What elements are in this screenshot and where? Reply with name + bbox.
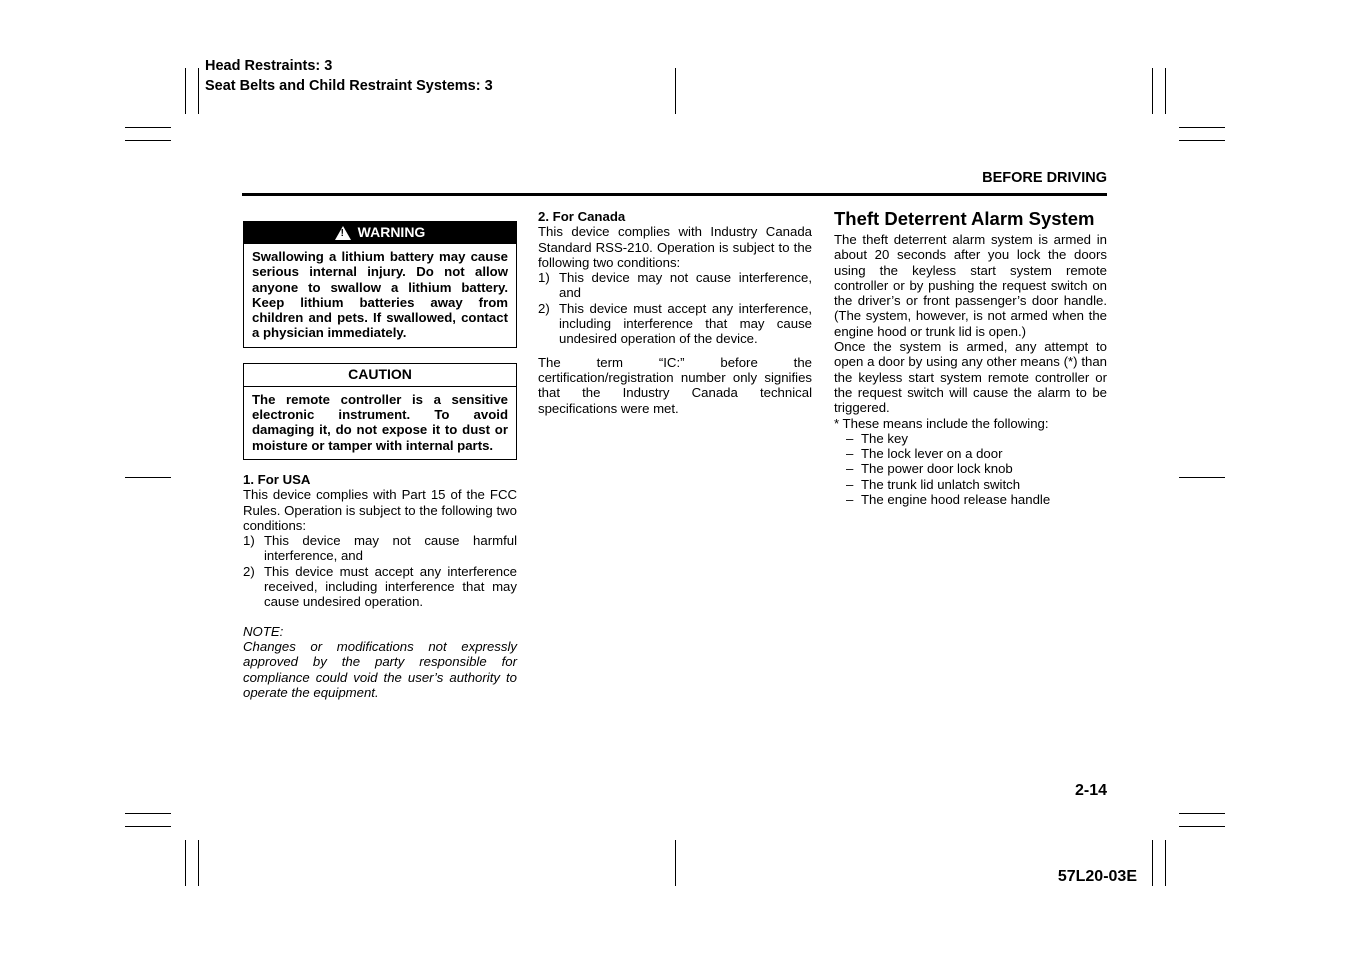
list-number: 2) — [538, 300, 550, 316]
crop-mark — [198, 68, 199, 114]
crop-mark — [125, 826, 171, 827]
theft-paragraph-1: The theft deterrent alarm system is armed in about 20 seconds after you lock the doors using the keyless start system remote controller or by pushing the request switch on the driver’s or front passenger’s door handle. (The system, however, is not armed when the engine hood or trunk lid is open.) — [834, 232, 1107, 339]
list-item — [243, 533, 517, 564]
usa-heading: 1. For USA — [243, 471, 311, 487]
header-line-2: Seat Belts and Child Restraint Systems: 3 — [205, 78, 493, 94]
warning-triangle-icon: ! — [335, 226, 351, 240]
theft-title: Theft Deterrent Alarm System — [834, 208, 1095, 229]
list-text: The engine hood release handle — [861, 492, 1051, 508]
warning-header — [244, 222, 516, 244]
list-item — [538, 270, 812, 301]
list-number: 2) — [243, 563, 255, 579]
dash-bullet: – — [846, 492, 854, 508]
crop-mark — [675, 840, 676, 886]
list-text: This device must accept any interference, including interference that may cause undesired operation of the device. — [559, 300, 812, 347]
means-intro: * These means include the following: — [834, 415, 1049, 431]
crop-mark — [125, 477, 171, 478]
usa-intro: This device complies with Part 15 of the FCC Rules. Operation is subject to the following two conditions: — [243, 487, 517, 533]
crop-mark — [198, 840, 199, 886]
list-item — [834, 446, 1107, 461]
list-number: 1) — [243, 533, 255, 549]
list-item — [834, 461, 1107, 476]
caution-body: The remote controller is a sensitive electronic instrument. To avoid damaging it, do not expose it to dust or moisture or tamper with internal parts. — [252, 391, 508, 453]
crop-mark — [125, 813, 171, 814]
column-middle — [538, 209, 812, 416]
column-left — [243, 221, 517, 700]
note-label: NOTE: — [243, 623, 284, 639]
list-text: This device may not cause harmful interference, and — [264, 533, 517, 564]
dash-bullet: – — [846, 446, 854, 462]
usa-section — [243, 472, 517, 700]
crop-mark — [125, 140, 171, 141]
section-title: BEFORE DRIVING — [982, 170, 1107, 186]
list-text: The lock lever on a door — [861, 446, 1003, 462]
crop-mark — [1165, 68, 1166, 114]
list-item — [834, 477, 1107, 492]
document-code: 57L20-03E — [1057, 868, 1137, 885]
crop-mark — [1165, 840, 1166, 886]
page-number: 2-14 — [1074, 782, 1107, 799]
crop-mark — [1152, 68, 1153, 114]
list-item — [834, 492, 1107, 507]
list-number: 1) — [538, 270, 550, 286]
crop-mark — [1179, 826, 1225, 827]
list-item — [243, 564, 517, 610]
caution-header: CAUTION — [244, 364, 516, 387]
header-rule — [242, 193, 1107, 196]
crop-mark — [675, 68, 676, 114]
list-item — [834, 431, 1107, 446]
canada-heading: 2. For Canada — [538, 209, 626, 224]
list-text: This device must accept any interference received, including interference that may cause undesired operation. — [264, 563, 517, 610]
crop-mark — [1179, 813, 1225, 814]
list-text: The key — [861, 430, 908, 446]
note-text: Changes or modifications not expressly approved by the party responsible for compliance could void the user’s authority to operate the equipment. — [243, 638, 517, 700]
crop-mark — [1152, 840, 1153, 886]
ic-text: The term “IC:” before the certification/registration number only signifies that the Industry Canada technical specifications were met. — [538, 354, 812, 416]
header-line-1: Head Restraints: 3 — [205, 58, 333, 74]
warning-title: WARNING — [357, 224, 426, 241]
crop-mark — [1179, 140, 1225, 141]
crop-mark — [185, 68, 186, 114]
caution-box — [243, 363, 517, 460]
dash-bullet: – — [846, 476, 854, 492]
crop-mark — [1179, 477, 1225, 478]
dash-bullet: – — [846, 430, 854, 446]
warning-body: Swallowing a lithium battery may cause serious internal injury. Do not allow anyone to swallow a lithium battery. Keep lithium batteries away from children and pets. If swallowed, contact a physician immediately. — [252, 249, 508, 341]
crop-mark — [125, 127, 171, 128]
crop-mark — [1179, 127, 1225, 128]
list-text: This device may not cause interference, and — [559, 270, 812, 301]
theft-paragraph-2: Once the system is armed, any attempt to open a door by using any other means (*) than the keyless start system remote controller or the request switch will cause the alarm to be triggered. — [834, 339, 1107, 416]
list-text: The power door lock knob — [861, 461, 1013, 477]
dash-bullet: – — [846, 461, 854, 477]
column-right — [834, 208, 1107, 507]
canada-intro: This device complies with Industry Canada Standard RSS-210. Operation is subject to the following two conditions: — [538, 224, 812, 270]
warning-box — [243, 221, 517, 348]
running-header — [205, 56, 493, 96]
crop-mark — [185, 840, 186, 886]
list-item — [538, 301, 812, 347]
list-text: The trunk lid unlatch switch — [861, 476, 1021, 492]
